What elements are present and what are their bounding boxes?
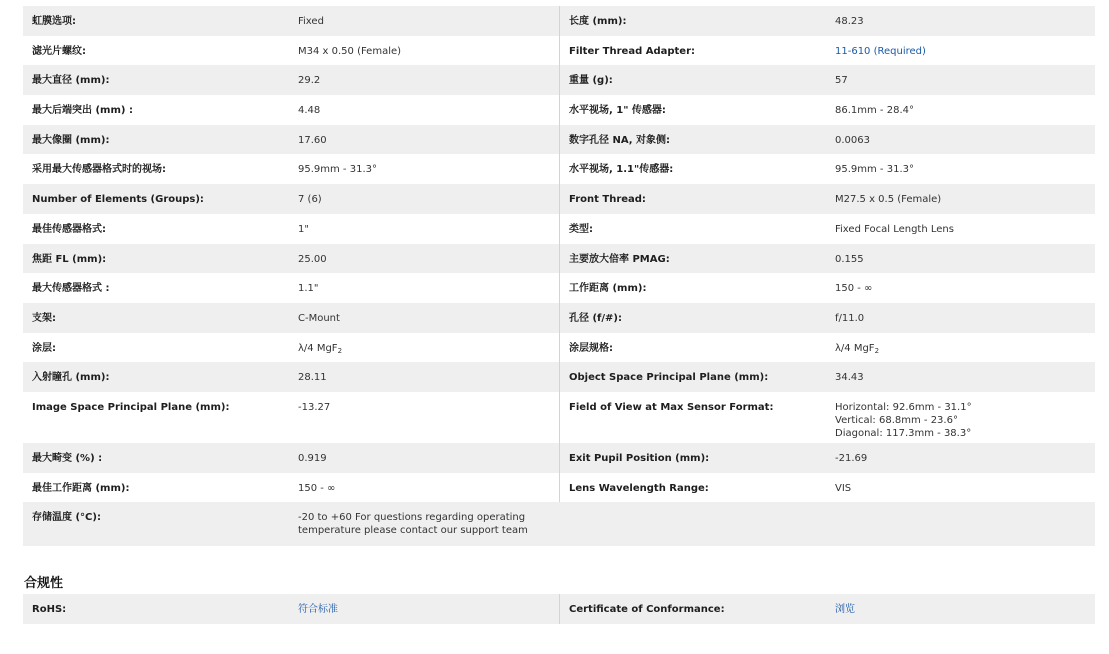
certificate-label: Certificate of Conformance: [569, 604, 725, 615]
spec-label [560, 502, 826, 546]
spec-label: 数字孔径 NA, 对象侧: [569, 134, 671, 146]
spec-label: 孔径 (f/#): [569, 312, 623, 324]
spec-value: M34 x 0.50 (Female) [289, 36, 560, 66]
spec-label: 最大直径 (mm): [32, 75, 110, 87]
spec-label: 涂层规格: [569, 342, 613, 354]
table-row [23, 273, 1095, 303]
spec-value: 150 - ∞ [835, 283, 873, 295]
table-row [23, 594, 1095, 624]
spec-label: Number of Elements (Groups): [32, 194, 204, 206]
spec-value: 150 - ∞ [289, 473, 560, 503]
spec-value: 17.60 [289, 125, 560, 155]
spec-label: 长度 (mm): [569, 16, 627, 27]
table-row [23, 303, 1095, 333]
spec-value: 7 (6) [289, 184, 560, 214]
spec-value: Fixed Focal Length Lens [835, 223, 954, 235]
field-of-view-values [826, 392, 1095, 443]
spec-label: 采用最大传感器格式时的视场: [32, 164, 166, 176]
coating-spec-value: λ/4 MgF [835, 342, 875, 354]
spec-label: Object Space Principal Plane (mm): [569, 372, 769, 384]
spec-value: 1" [289, 214, 560, 244]
specifications-table [23, 6, 1095, 546]
spec-value: 48.23 [835, 16, 864, 27]
spec-label: 存储温度 (°C): [32, 512, 101, 524]
spec-label: 最大畸变 (%) : [32, 452, 103, 464]
spec-value: 25.00 [289, 244, 560, 274]
table-row [23, 154, 1095, 184]
table-row [23, 125, 1095, 155]
spec-label: 最大传感器格式 : [32, 283, 110, 295]
table-row [23, 184, 1095, 214]
spec-label: 重量 (g): [569, 75, 613, 87]
spec-label: Filter Thread Adapter: [569, 45, 696, 57]
table-row [23, 244, 1095, 274]
spec-value: f/11.0 [835, 312, 865, 324]
spec-value: 29.2 [289, 65, 560, 95]
table-row [23, 392, 1095, 443]
spec-value: -21.69 [835, 452, 868, 464]
spec-label: Lens Wavelength Range: [569, 482, 709, 494]
fov-horizontal: Horizontal: 92.6mm - 31.1° [835, 401, 972, 413]
spec-value: 57 [835, 75, 848, 87]
spec-label: 主要放大倍率 PMAG: [569, 253, 670, 265]
storage-temp-line-1: -20 to +60 For questions regarding operating [298, 512, 526, 524]
spec-value: 95.9mm - 31.3° [289, 154, 560, 184]
spec-label: 工作距离 (mm): [569, 283, 647, 295]
table-row [23, 6, 1095, 36]
spec-value: 4.48 [289, 95, 560, 125]
spec-label: Image Space Principal Plane (mm): [32, 401, 230, 413]
spec-label: 最大像圈 (mm): [32, 134, 110, 146]
spec-label: 最大后端突出 (mm) : [32, 105, 133, 117]
spec-value: 86.1mm - 28.4° [835, 105, 914, 117]
compliance-section-title: 合规性 [24, 576, 64, 591]
spec-label: 支架: [32, 312, 56, 324]
spec-value: 0.155 [835, 253, 864, 265]
spec-value: 34.43 [835, 372, 864, 384]
spec-label: 最佳工作距离 (mm): [32, 482, 130, 494]
certificate-view-link[interactable]: 浏览 [835, 604, 855, 615]
spec-value [289, 333, 560, 363]
spec-value: 0.919 [289, 443, 560, 473]
coating-subscript: 2 [337, 346, 343, 355]
coating-value: λ/4 MgF [298, 342, 338, 354]
spec-value: Fixed [289, 6, 560, 36]
spec-label: 滤光片螺纹: [32, 45, 86, 57]
spec-label: Field of View at Max Sensor Format: [569, 401, 774, 413]
table-row [23, 502, 1095, 546]
storage-temp-line-2: temperature please contact our support team [298, 525, 528, 537]
table-row [23, 95, 1095, 125]
table-row [23, 443, 1095, 473]
spec-value: 95.9mm - 31.3° [835, 164, 914, 176]
spec-label: Front Thread: [569, 194, 646, 206]
spec-value: M27.5 x 0.5 (Female) [835, 194, 942, 206]
filter-thread-adapter-link[interactable]: 11-610 (Required) [835, 45, 926, 57]
fov-vertical: Vertical: 68.8mm - 23.6° [835, 414, 958, 426]
spec-value: 0.0063 [835, 134, 870, 146]
spec-label: 最佳传感器格式: [32, 223, 106, 235]
storage-temperature-value [289, 502, 560, 546]
spec-label: 水平视场, 1" 传感器: [569, 105, 666, 117]
table-row [23, 333, 1095, 363]
table-row [23, 36, 1095, 66]
spec-value: VIS [835, 482, 852, 494]
spec-value [826, 333, 1095, 363]
coating-spec-subscript: 2 [874, 346, 880, 355]
table-row [23, 214, 1095, 244]
spec-label: 水平视场, 1.1"传感器: [569, 164, 674, 176]
table-row [23, 65, 1095, 95]
table-row [23, 362, 1095, 392]
spec-label: 虹膜选项: [32, 16, 76, 27]
spec-value: C-Mount [289, 303, 560, 333]
rohs-compliant-link[interactable]: 符合标准 [298, 604, 338, 615]
table-row [23, 473, 1095, 503]
spec-value: 28.11 [289, 362, 560, 392]
spec-label: 类型: [569, 223, 593, 235]
spec-label: 焦距 FL (mm): [32, 253, 107, 265]
spec-label: 入射瞳孔 (mm): [32, 372, 110, 384]
spec-label: 涂层: [32, 342, 56, 354]
spec-label: Exit Pupil Position (mm): [569, 452, 710, 464]
fov-diagonal: Diagonal: 117.3mm - 38.3° [835, 427, 972, 439]
spec-value: 1.1" [289, 273, 560, 303]
compliance-table [23, 594, 1095, 624]
spec-value [826, 502, 1095, 546]
rohs-label: RoHS: [32, 604, 67, 615]
spec-value: -13.27 [289, 392, 560, 443]
